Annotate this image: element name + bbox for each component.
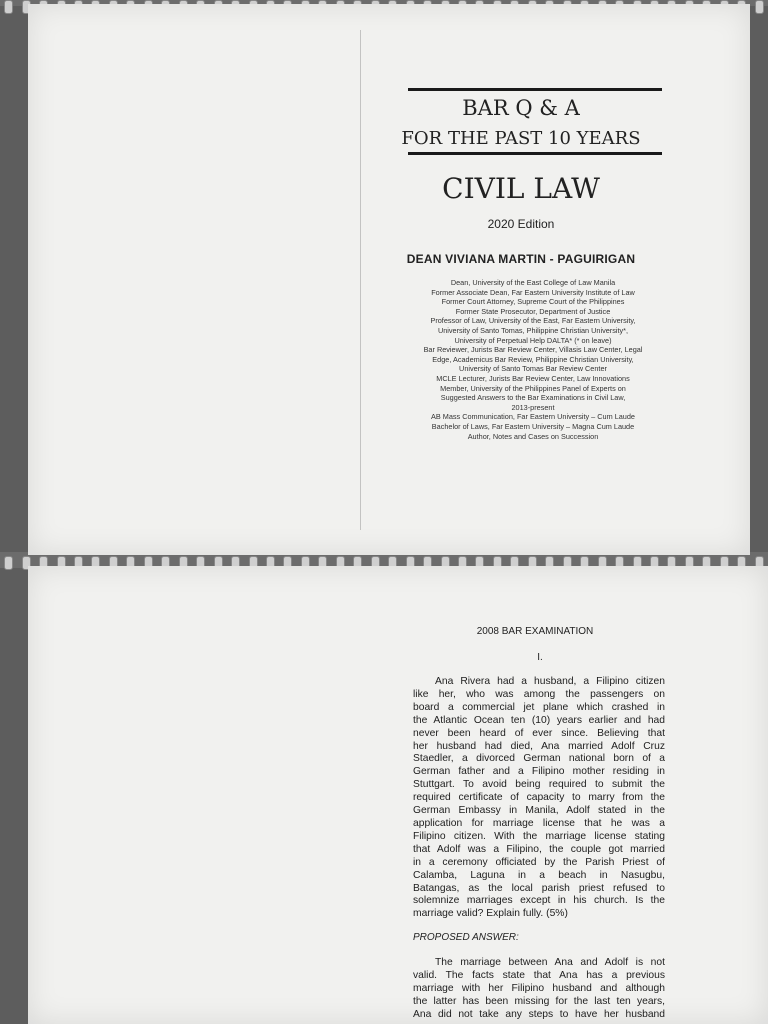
spiral-ring xyxy=(755,0,764,14)
text-line: solemnize marriages except in his church. Is the xyxy=(413,895,665,907)
text-line: her husband had died, Ana married Adolf Cruz xyxy=(413,740,665,752)
credential-line: Author, Notes and Cases on Succession xyxy=(467,431,599,441)
text-line: Stuttgart. To avoid being required to submit the xyxy=(413,779,665,791)
text-line: in a ceremony officiated by the Parish Priest of xyxy=(413,856,665,868)
title-rule-bottom xyxy=(408,152,662,155)
page-fold-line xyxy=(360,30,361,530)
text-line: German father and a Filipino mother residing in xyxy=(413,766,665,778)
text-line: the latter has been missing for the last ten years, xyxy=(413,995,665,1007)
credential-line: Edge, Academicus Bar Review, Philippine Christian University, xyxy=(432,354,634,364)
text-line: Batangas, as the local parish priest refused to xyxy=(413,882,665,894)
credential-line: Bachelor of Laws, Far Eastern University – Magna Cum Laude xyxy=(431,421,635,431)
credential-line: Member, University of the Philippines Panel of Experts on xyxy=(440,383,626,393)
answer-text xyxy=(413,957,665,1022)
spiral-ring xyxy=(4,556,13,570)
credential-line: Former Associate Dean, Far Eastern University Institute of Law xyxy=(431,287,635,297)
credential-line: Bar Reviewer, Jurists Bar Review Center, Villasis Law Center, Legal xyxy=(423,345,643,355)
text-line: Calamba, Laguna in a beach in Nasugbu, xyxy=(413,869,665,881)
credential-line: Former Court Attorney, Supreme Court of the Philippines xyxy=(441,297,625,307)
text-line: board a commercial jet plane which crashed in xyxy=(413,701,665,713)
text-line: valid. The facts state that Ana has a previous xyxy=(413,969,665,981)
text-line: Ana did not take any steps to have her husband xyxy=(413,1008,665,1020)
credential-line: 2013-present xyxy=(511,402,555,412)
text-line: marriage with her Filipino husband and although xyxy=(413,982,665,994)
text-line: Ana Rivera had a husband, a Filipino citizen xyxy=(435,676,665,687)
text-line: application for marriage license that he was a xyxy=(413,817,665,829)
book-subtitle: FOR THE PAST 10 YEARS xyxy=(401,128,641,149)
text-line: the Atlantic Ocean ten (10) years earlier and had xyxy=(413,714,665,726)
credential-line: Suggested Answers to the Bar Examinations in Civil Law, xyxy=(440,393,626,403)
credential-line: Professor of Law, University of the East, Far Eastern University, xyxy=(430,316,636,326)
credential-line: AB Mass Communication, Far Eastern University – Cum Laude xyxy=(431,412,635,422)
credential-line: University of Santo Tomas Bar Review Center xyxy=(459,364,607,374)
credential-line: Dean, University of the East College of Law Manila xyxy=(450,278,616,287)
question-number: I. xyxy=(537,652,543,663)
proposed-answer-label: PROPOSED ANSWER: xyxy=(413,932,519,943)
credential-line: Former State Prosecutor, Department of Justice xyxy=(455,306,611,316)
spiral-ring xyxy=(4,0,13,14)
title-rule-top xyxy=(408,88,662,91)
text-line: Staedler, a divorced German national born of a xyxy=(413,753,665,765)
text-line: that Adolf was a Filipino, the couple got married xyxy=(413,843,665,855)
credential-line: University of Perpetual Help DALTA* (* on leave) xyxy=(454,335,612,345)
text-line: German Embassy in Manila, Adolf stated in the xyxy=(413,805,665,817)
text-line: The marriage between Ana and Adolf is not xyxy=(435,957,665,968)
question-text xyxy=(413,676,665,921)
subject-title: CIVIL LAW xyxy=(442,172,600,205)
text-line: like her, who was among the passengers on xyxy=(413,688,665,700)
credential-line: University of Santo Tomas, Philippine Christian University*, xyxy=(437,325,629,335)
author-name: DEAN VIVIANA MARTIN - PAGUIRIGAN xyxy=(406,252,636,266)
exam-heading: 2008 BAR EXAMINATION xyxy=(476,626,594,637)
author-credentials xyxy=(396,278,670,441)
text-line: marriage valid? Explain fully. (5%) xyxy=(413,908,568,920)
edition-label: 2020 Edition xyxy=(487,217,555,231)
text-line: required certificate of capacity to marry from the xyxy=(413,792,665,804)
book-title: BAR Q & A xyxy=(462,96,580,120)
text-line: never been heard of ever since. Believing that xyxy=(413,727,665,739)
credential-line: MCLE Lecturer, Jurists Bar Review Center, Law Innovations xyxy=(436,373,630,383)
text-line: Filipino citizen. With the marriage license stating xyxy=(413,830,665,842)
